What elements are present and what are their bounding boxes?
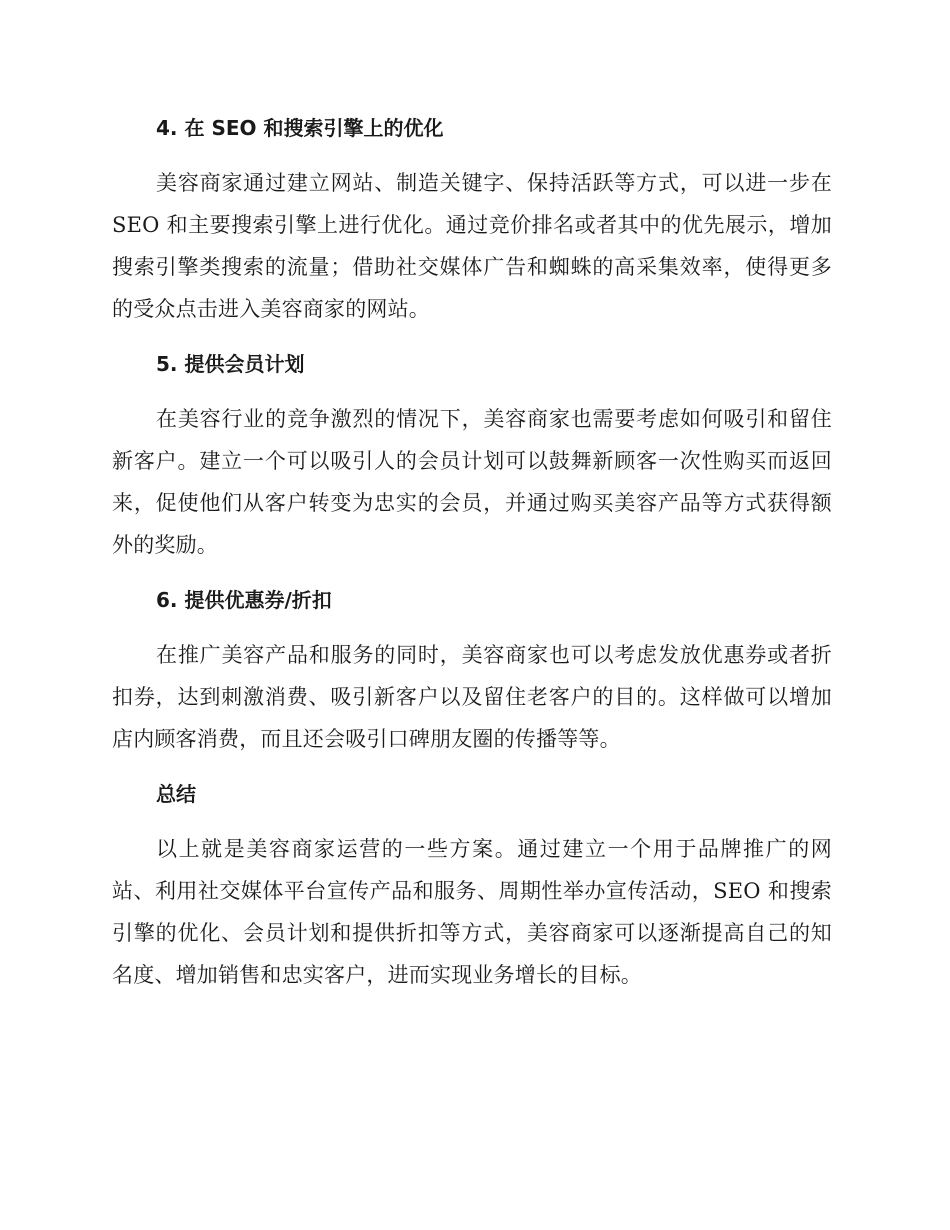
- section-paragraph-coupons: 在推广美容产品和服务的同时，美容商家也可以考虑发放优惠券或者折扣券，达到刺激消费、吸引新客户以及留住老客户的目的。这样做可以增加店内顾客消费，而且还会吸引口碑朋友圈的传播等等。: [112, 643, 832, 751]
- section-heading-summary: 总结: [156, 782, 196, 806]
- section-heading-coupons: 6. 提供优惠券/折扣: [156, 588, 332, 612]
- section-heading-membership: 5. 提供会员计划: [156, 352, 305, 376]
- document-body: [112, 108, 832, 996]
- section-paragraph-seo: 美容商家通过建立网站、制造关键字、保持活跃等方式，可以进一步在SEO 和主要搜索引擎上进行优化。通过竞价排名或者其中的优先展示，增加搜索引擎类搜索的流量；借助社交媒体广告和蜘蛛的高采集效率，使得更多的受众点击进入美容商家的网站。: [112, 171, 832, 321]
- section-heading-seo: 4. 在 SEO 和搜索引擎上的优化: [156, 116, 444, 140]
- section-paragraph-summary: 以上就是美容商家运营的一些方案。通过建立一个用于品牌推广的网站、利用社交媒体平台宣传产品和服务、周期性举办宣传活动，SEO 和搜索引擎的优化、会员计划和提供折扣等方式，美容商家可以逐渐提高自己的知名度、增加销售和忠实客户，进而实现业务增长的目标。: [112, 837, 832, 987]
- section-paragraph-membership: 在美容行业的竞争激烈的情况下，美容商家也需要考虑如何吸引和留住新客户。建立一个可以吸引人的会员计划可以鼓舞新顾客一次性购买而返回来，促使他们从客户转变为忠实的会员，并通过购买美容产品等方式获得额外的奖励。: [112, 407, 832, 557]
